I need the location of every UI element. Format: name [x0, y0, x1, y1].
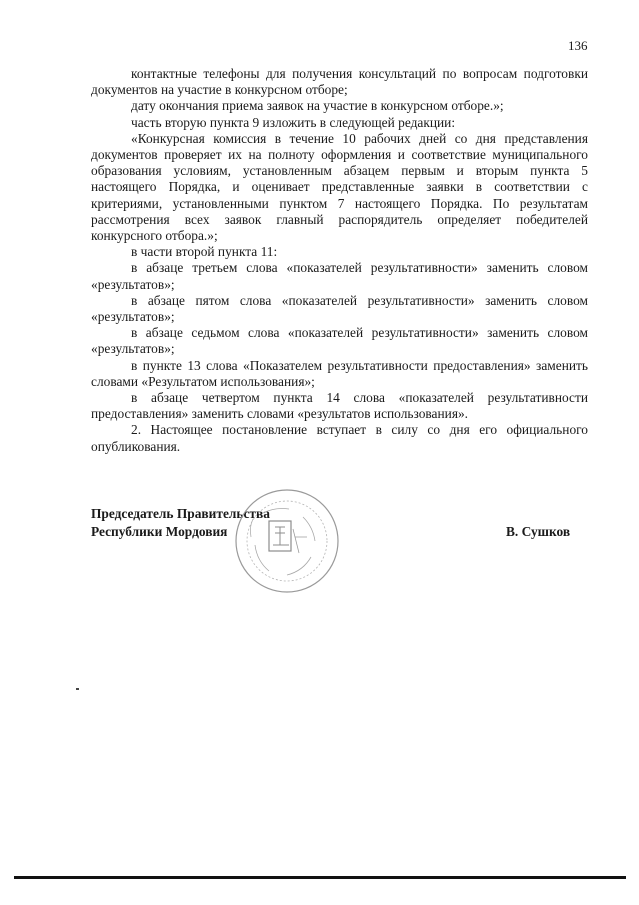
paragraph: 2. Настоящее постановление вступает в силу со дня его официального опубликования. [91, 422, 588, 454]
paragraph: «Конкурсная комиссия в течение 10 рабочих дней со дня представления документов проверяет их на полноту оформления и соответствие муниципального образования условиям, установленным абзацем первым и вторым пункта 5 настоящего Порядка, и оценивает представленные заявки в соответствии с критериями, установленными пунктом 7 настоящего Порядка. По результатам рассмотрения всех заявок главный распорядитель определяет победителей конкурсного отбора.»; [91, 130, 588, 244]
paragraph: часть вторую пункта 9 изложить в следующей редакции: [131, 114, 456, 130]
paragraph: в абзаце пятом слова «показателей результативности» заменить словом «результатов»; [91, 292, 588, 325]
paragraph: в абзаце третьем слова «показателей результативности» заменить словом «результатов»; [91, 260, 588, 292]
paragraph: в абзаце четвертом пункта 14 слова «показателей результативности предоставления» заменить словами «результатов использования». [91, 390, 588, 422]
document-body [91, 66, 588, 455]
paragraph: в части второй пункта 11: [131, 244, 278, 260]
page-number: 136 [568, 38, 588, 53]
paragraph: в абзаце седьмом слова «показателей результативности» заменить словом «результатов»; [91, 325, 588, 357]
bottom-rule [14, 876, 626, 879]
signatory-name: В. Сушков [506, 524, 571, 539]
stray-mark [76, 688, 79, 690]
paragraph: в пункте 13 слова «Показателем результативности предоставления» заменить словами «Результатом использования»; [91, 357, 588, 389]
paragraph: дату окончания приема заявок на участие в конкурсном отборе.»; [131, 98, 504, 114]
paragraph: контактные телефоны для получения консультаций по вопросам подготовки документов на участие в конкурсном отборе; [91, 66, 588, 98]
seal-stamp [233, 487, 341, 595]
signatory-title [91, 505, 270, 541]
signatory-title-line2: Республики Мордовия [91, 524, 228, 539]
signatory-title-line1: Председатель Правительства [91, 506, 270, 521]
